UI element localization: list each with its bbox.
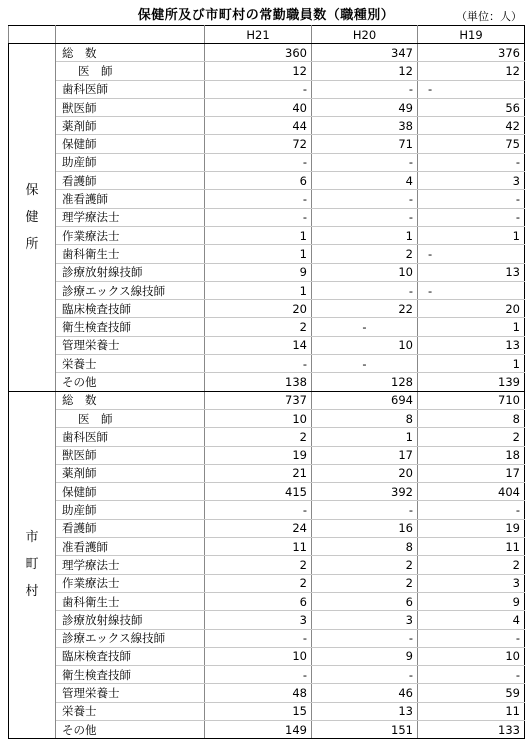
cell-h19: 4 (418, 611, 525, 629)
table-row (9, 226, 525, 244)
cell-h19: 139 (418, 373, 525, 391)
group-label: 保 健 所 (9, 44, 56, 392)
cell-h19: - (418, 666, 525, 684)
cell-h20: 8 (312, 409, 418, 427)
row-label: 診療放射線技師 (56, 611, 205, 629)
cell-h19: 11 (418, 702, 525, 720)
cell-h20: 392 (312, 483, 418, 501)
row-label: その他 (56, 373, 205, 391)
cell-h21: 44 (205, 117, 312, 135)
cell-h21: - (205, 80, 312, 98)
table-row (9, 409, 525, 427)
cell-h21: 24 (205, 519, 312, 537)
cell-h21: 48 (205, 684, 312, 702)
row-label: 助産師 (56, 501, 205, 519)
cell-h19: 3 (418, 574, 525, 592)
table-row (9, 62, 525, 80)
cell-h19: 18 (418, 446, 525, 464)
cell-h21: 2 (205, 428, 312, 446)
cell-h20: 2 (312, 574, 418, 592)
row-label: 管理栄養士 (56, 336, 205, 354)
cell-h21: 11 (205, 538, 312, 556)
cell-h19: 710 (418, 391, 525, 409)
table-row (9, 318, 525, 336)
table-row (9, 592, 525, 610)
cell-h19: 56 (418, 98, 525, 116)
cell-h20: 12 (312, 62, 418, 80)
table-row (9, 117, 525, 135)
group-label: 市 町 村 (9, 391, 56, 739)
cell-h21: 40 (205, 98, 312, 116)
table-row (9, 446, 525, 464)
cell-h19: 17 (418, 464, 525, 482)
table-row (9, 720, 525, 738)
cell-h20: - (312, 666, 418, 684)
cell-h19: 8 (418, 409, 525, 427)
table-row (9, 153, 525, 171)
cell-h19: 12 (418, 62, 525, 80)
row-label: 総 数 (56, 44, 205, 62)
page-title: 保健所及び市町村の常勤職員数（職種別） (137, 8, 395, 23)
cell-h20: 128 (312, 373, 418, 391)
cell-h21: - (205, 355, 312, 373)
cell-h20: 13 (312, 702, 418, 720)
row-label: 准看護師 (56, 538, 205, 556)
cell-h20: 9 (312, 647, 418, 665)
table-row (9, 611, 525, 629)
row-label: 保健師 (56, 483, 205, 501)
row-label: 診療エックス線技師 (56, 281, 205, 299)
row-label: 栄養士 (56, 355, 205, 373)
row-label: 助産師 (56, 153, 205, 171)
cell-h20: 6 (312, 592, 418, 610)
table-row (9, 208, 525, 226)
table-row (9, 574, 525, 592)
cell-h20: 20 (312, 464, 418, 482)
cell-h19: - (418, 153, 525, 171)
table-row (9, 80, 525, 98)
row-label: 歯科衛生士 (56, 592, 205, 610)
cell-h20: - (312, 153, 418, 171)
table-row (9, 98, 525, 116)
row-label: 医 師 (56, 62, 205, 80)
table-header-row (9, 26, 525, 44)
cell-h21: 2 (205, 318, 312, 336)
cell-h21: 19 (205, 446, 312, 464)
cell-h20: 10 (312, 336, 418, 354)
cell-h21: 20 (205, 300, 312, 318)
cell-h21: - (205, 153, 312, 171)
cell-h21: 72 (205, 135, 312, 153)
table-row (9, 684, 525, 702)
cell-h20: 49 (312, 98, 418, 116)
cell-h20: 694 (312, 391, 418, 409)
table-row (9, 373, 525, 391)
cell-h21: - (205, 501, 312, 519)
column-header-h21: H21 (205, 26, 312, 44)
table-row (9, 245, 525, 263)
cell-h21: - (205, 190, 312, 208)
cell-h19: 1 (418, 355, 525, 373)
header-blank-label (56, 26, 205, 44)
cell-h20: 17 (312, 446, 418, 464)
cell-h19: 376 (418, 44, 525, 62)
cell-h20: 46 (312, 684, 418, 702)
cell-h20: 71 (312, 135, 418, 153)
table-row (9, 629, 525, 647)
cell-h21: - (205, 666, 312, 684)
row-label: その他 (56, 720, 205, 738)
cell-h20: - (312, 318, 418, 336)
row-label: 栄養士 (56, 702, 205, 720)
cell-h20: 3 (312, 611, 418, 629)
row-label: 衛生検査技師 (56, 318, 205, 336)
row-label: 臨床検査技師 (56, 300, 205, 318)
row-label: 臨床検査技師 (56, 647, 205, 665)
cell-h21: 2 (205, 574, 312, 592)
cell-h19: 2 (418, 556, 525, 574)
cell-h21: 737 (205, 391, 312, 409)
cell-h21: 360 (205, 44, 312, 62)
cell-h19: - (418, 208, 525, 226)
cell-h19: 404 (418, 483, 525, 501)
cell-h19: 19 (418, 519, 525, 537)
cell-h21: 3 (205, 611, 312, 629)
cell-h19: - (418, 80, 525, 98)
cell-h20: 1 (312, 428, 418, 446)
table-row (9, 464, 525, 482)
row-label: 獣医師 (56, 446, 205, 464)
cell-h21: 6 (205, 172, 312, 190)
cell-h20: - (312, 629, 418, 647)
cell-h19: 133 (418, 720, 525, 738)
cell-h20: - (312, 190, 418, 208)
cell-h20: 8 (312, 538, 418, 556)
row-label: 看護師 (56, 172, 205, 190)
cell-h19: - (418, 281, 525, 299)
cell-h19: 75 (418, 135, 525, 153)
cell-h20: - (312, 501, 418, 519)
staff-table-body (9, 26, 525, 739)
table-row (9, 336, 525, 354)
row-label: 作業療法士 (56, 574, 205, 592)
column-header-h19: H19 (418, 26, 525, 44)
cell-h21: 1 (205, 281, 312, 299)
cell-h20: - (312, 80, 418, 98)
cell-h19: - (418, 190, 525, 208)
cell-h19: 9 (418, 592, 525, 610)
table-row (9, 702, 525, 720)
cell-h21: 21 (205, 464, 312, 482)
table-row (9, 190, 525, 208)
row-label: 理学療法士 (56, 556, 205, 574)
cell-h20: 151 (312, 720, 418, 738)
cell-h19: 10 (418, 647, 525, 665)
cell-h21: 1 (205, 226, 312, 244)
cell-h19: 59 (418, 684, 525, 702)
cell-h19: 1 (418, 226, 525, 244)
cell-h20: 2 (312, 556, 418, 574)
row-label: 獣医師 (56, 98, 205, 116)
cell-h21: 1 (205, 245, 312, 263)
table-row (9, 556, 525, 574)
row-label: 歯科医師 (56, 428, 205, 446)
table-row (9, 281, 525, 299)
cell-h21: 10 (205, 647, 312, 665)
table-row (9, 519, 525, 537)
cell-h21: 15 (205, 702, 312, 720)
cell-h19: 13 (418, 336, 525, 354)
row-label: 准看護師 (56, 190, 205, 208)
row-label: 衛生検査技師 (56, 666, 205, 684)
row-label: 歯科医師 (56, 80, 205, 98)
row-label: 理学療法士 (56, 208, 205, 226)
table-row (9, 428, 525, 446)
row-label: 診療エックス線技師 (56, 629, 205, 647)
cell-h21: 9 (205, 263, 312, 281)
cell-h20: 1 (312, 226, 418, 244)
cell-h19: 42 (418, 117, 525, 135)
cell-h20: - (312, 208, 418, 226)
cell-h20: - (312, 355, 418, 373)
table-row (9, 501, 525, 519)
row-label: 歯科衛生士 (56, 245, 205, 263)
row-label: 管理栄養士 (56, 684, 205, 702)
cell-h19: 2 (418, 428, 525, 446)
cell-h21: 415 (205, 483, 312, 501)
cell-h19: - (418, 501, 525, 519)
cell-h19: 13 (418, 263, 525, 281)
cell-h20: 347 (312, 44, 418, 62)
cell-h21: 6 (205, 592, 312, 610)
cell-h20: - (312, 281, 418, 299)
cell-h21: 10 (205, 409, 312, 427)
table-row (9, 355, 525, 373)
table-row (9, 483, 525, 501)
cell-h19: 20 (418, 300, 525, 318)
cell-h19: 3 (418, 172, 525, 190)
table-row (9, 44, 525, 62)
table-row (9, 391, 525, 409)
table-row (9, 172, 525, 190)
row-label: 薬剤師 (56, 117, 205, 135)
cell-h21: 149 (205, 720, 312, 738)
cell-h20: 38 (312, 117, 418, 135)
cell-h21: 14 (205, 336, 312, 354)
staff-table (8, 25, 525, 739)
cell-h19: 1 (418, 318, 525, 336)
cell-h20: 2 (312, 245, 418, 263)
row-label: 医 師 (56, 409, 205, 427)
row-label: 保健師 (56, 135, 205, 153)
cell-h20: 10 (312, 263, 418, 281)
cell-h20: 4 (312, 172, 418, 190)
cell-h21: - (205, 629, 312, 647)
cell-h21: 12 (205, 62, 312, 80)
table-row (9, 666, 525, 684)
table-row (9, 135, 525, 153)
row-label: 看護師 (56, 519, 205, 537)
cell-h21: - (205, 208, 312, 226)
row-label: 診療放射線技師 (56, 263, 205, 281)
cell-h20: 22 (312, 300, 418, 318)
row-label: 作業療法士 (56, 226, 205, 244)
cell-h19: - (418, 245, 525, 263)
table-row (9, 263, 525, 281)
table-row (9, 300, 525, 318)
table-row (9, 538, 525, 556)
header-blank-group (9, 26, 56, 44)
cell-h20: 16 (312, 519, 418, 537)
cell-h21: 2 (205, 556, 312, 574)
unit-note: （単位：人） (456, 10, 522, 23)
table-row (9, 647, 525, 665)
cell-h21: 138 (205, 373, 312, 391)
cell-h19: 11 (418, 538, 525, 556)
cell-h19: - (418, 629, 525, 647)
column-header-h20: H20 (312, 26, 418, 44)
row-label: 総 数 (56, 391, 205, 409)
row-label: 薬剤師 (56, 464, 205, 482)
